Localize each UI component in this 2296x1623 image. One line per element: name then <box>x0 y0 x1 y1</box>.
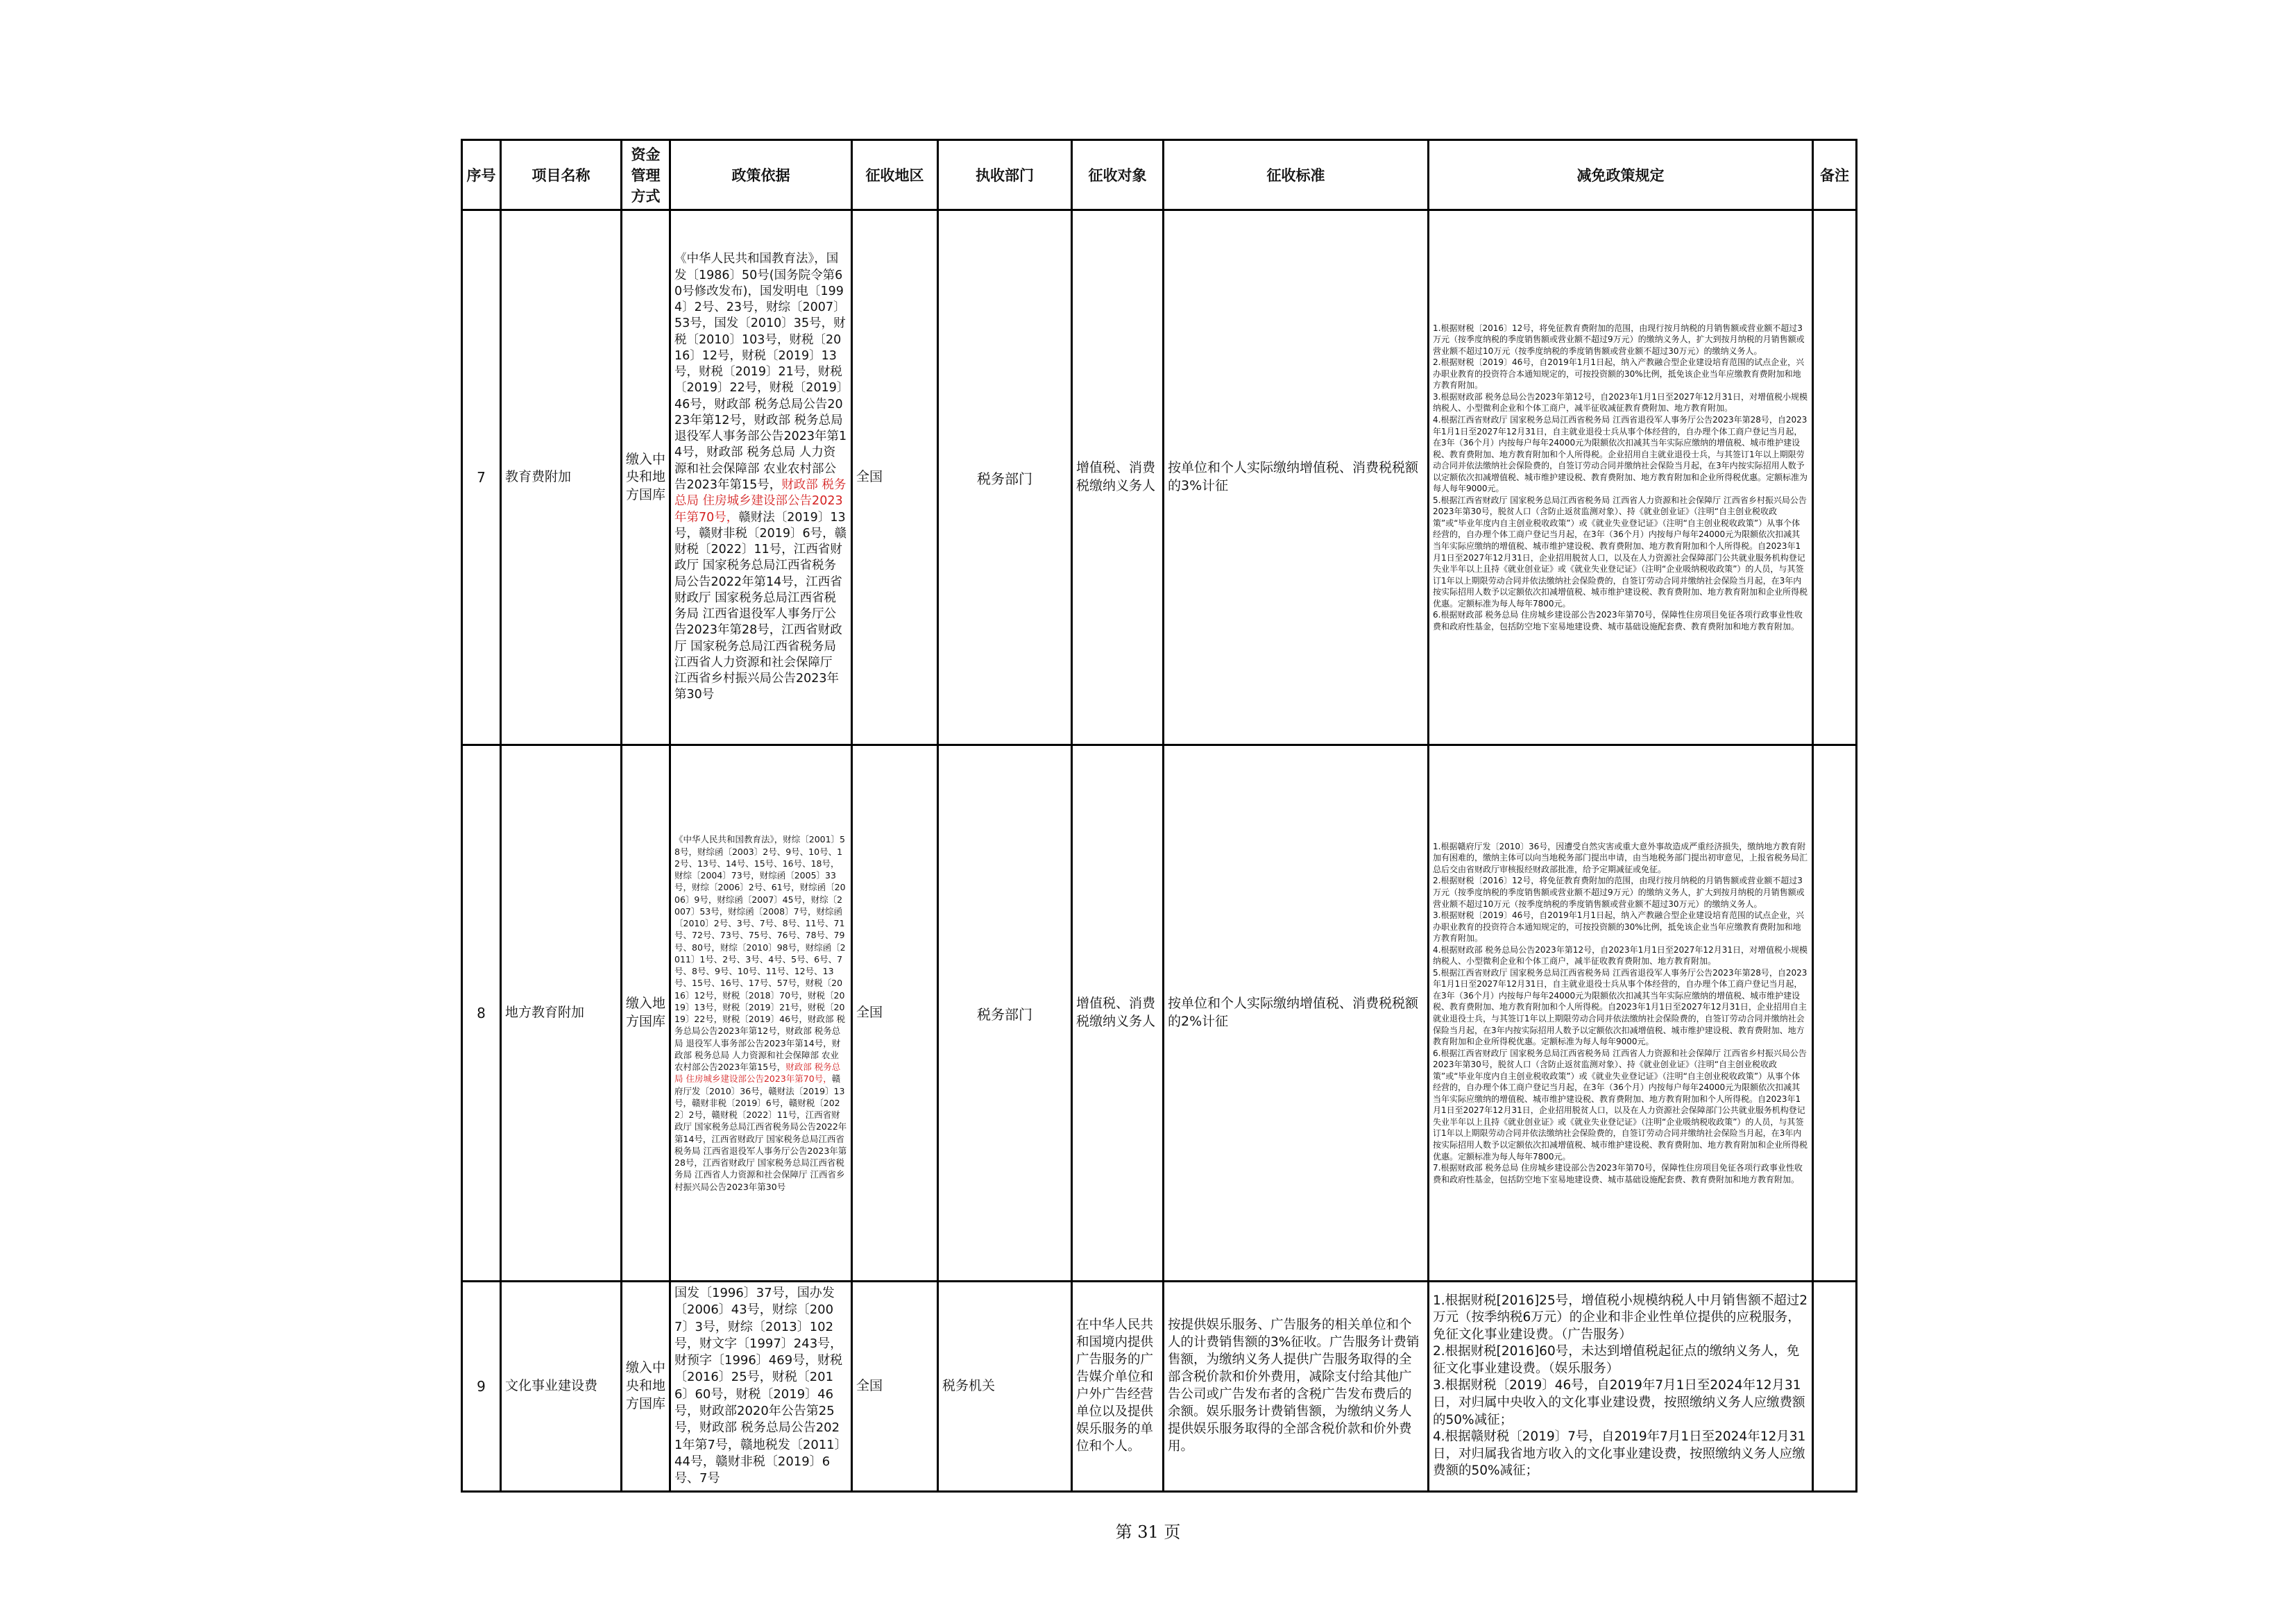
relief-policy-text: 1.根据财税〔2016〕12号，将免征教育费附加的范围，由现行按月纳税的月销售额或营业额不超过3万元（按季度纳税的季度销售额或营业额不超过9万元）的缴纳义务人，扩大到按月纳税的月销售额或营业额不超过10万元（按季度纳税的季度销售额或营业额不超过30万元）的缴纳义务人。 2.根据财税〔2019〕46号，自2019年1月1日起，纳入产教融合型企业建设培育范围的试点企业，兴办职业教育的投资符合本通知规定的，可按投资额的30%比例，抵免该企业当年应缴教育费附加和地方教育附加。 3.根据财政部 税务总局公告2023年第12号，自2023年1月1日至2027年12月31日，对增值税小规模纳税人、小型微利企业和个体工商户，减半征收减征教育费附加、地方教育附加。 4.根据江西省财政厅 国家税务总局江西省税务局 江西省退役军人事务厅公告2023年第28号，自2023年1月1日至2027年12月31日，自主就业退役士兵从事个体经营的，自办理个体工商户登记当月起，在3年（36个月）内按每户每年24000元为限额依次扣减其当年实际应缴纳的增值税、城市维护建设税、教育费附加、地方教育附加和个人所得税。企业招用自主就业退役士兵，与其签订1年以上期限劳动合同并依法缴纳社会保险费的，自签订劳动合同并缴纳社会保险当月起，在3年内按实际招用人数予以定额依次扣减增值税、城市维护建设税、教育费附加、地方教育附加和企业所得税优惠。定额标准为每人每年9000元。 5.根据江西省财政厅 国家税务总局江西省税务局 江西省人力资源和社会保障厅 江西省乡村振兴局公告2023年第30号，脱贫人口（含防止返贫监测对象）、持《就业创业证》（注明“自主创业税收政策”或“毕业年度内自主创业税收政策”）或《就业失业登记证》（注明“自主创业税收政策”）从事个体经营的，自办理个体工商户登记当月起，在3年（36个月）内按每户每年24000元为限额依次扣减其当年实际应缴纳的增值税、城市维护建设税、教育费附加、地方教育附加和个人所得税。自2023年1月1日至2027年12月31日，企业招用脱贫人口，以及在人力资源社会保障部门公共就业服务机构登记失业半年以上且持《就业创业证》或《就业失业登记证》（注明“企业吸纳税收政策”）的人员，与其签订1年以上期限劳动合同并依法缴纳社会保险费的，自签订劳动合同并缴纳社会保险当月起，在3年内按实际招用人数予以定额依次扣减增值税、城市维护建设税、教育费附加、地方教育附加和企业所得税优惠。定额标准为每人每年7800元。 6.根据财政部 税务总局 住房城乡建设部公告2023年第70号，保障性住房项目免征各项行政事业性收费和政府性基金，包括防空地下室易地建设费、城市基础设施配套费、教育费附加和地方教育附加。 <box>1433 323 1808 631</box>
policy-basis <box>670 745 852 1282</box>
collection-standard: 按提供娱乐服务、广告服务的相关单位和个人的计费销售额的3%征收。广告服务计费销售额，为缴纳义务人提供广告服务取得的全部含税价款和价外费用，减除支付给其他广告公司或广告发布者的含税广告发布费后的余额。娱乐服务计费销售额，为缴纳义务人提供娱乐服务取得的全部含税价款和价外费用。 <box>1164 1282 1429 1492</box>
policy-basis-tail: 赣府厅发〔2010〕36号，赣财法〔2019〕13号，赣财非税〔2019〕6号，赣财税〔2022〕2号，赣财税〔2022〕11号，江西省财政厅 国家税务总局江西省税务局公告2022年第14号，江西省财政厅 国家税务总局江西省税务局 江西省退役军人事务厅公告2023年第28号，江西省财政厅 国家税务总局江西省税务局 江西省人力资源和社会保障厅 江西省乡村振兴局公告2023年第30号 <box>674 1073 847 1192</box>
header-cell: 资金管理方式 <box>622 140 670 210</box>
policy-basis-text: 《中华人民共和国教育法》，国发〔1986〕50号(国务院令第60号修改发布)，国发明电〔1994〕2号、23号，财综〔2007〕53号，国发〔2010〕35号，财税〔2010〕103号，财税〔2016〕12号，财税〔2019〕13号，财税〔2019〕21号，财税〔2019〕22号，财税〔2019〕46号，财政部 税务总局公告2023年第12号，财政部 税务总局 退役军人事务部公告2023年第14号，财政部 税务总局 人力资源和社会保障部 农业农村部公告2023年第15号， <box>674 252 847 492</box>
policy-basis-highlight: 财政部 税务总局 住房城乡建设部公告2023年第70号， <box>674 1062 841 1085</box>
relief-policy-text: 1.根据赣府厅发〔2010〕36号，因遭受自然灾害或重大意外事故造成严重经济损失，缴纳地方教育附加有困难的，缴纳主体可以向当地税务部门提出申请，由当地税务部门提出初审意见，上报省税务局汇总后交由省财政厅审核报经财政部批准，给予定期减征或免征。 2.根据财税〔2016〕12号，将免征教育费附加的范围，由现行按月纳税的月销售额或营业额不超过3万元（按季度纳税的季度销售额或营业额不超过9万元）的缴纳义务人，扩大到按月纳税的月销售额或营业额不超过10万元（按季度纳税的季度销售额或营业额不超过30万元）的缴纳义务人。 3.根据财税〔2019〕46号，自2019年1月1日起，纳入产教融合型企业建设培育范围的试点企业，兴办职业教育的投资符合本通知规定的，可按投资额的30%比例，抵免该企业当年应缴教育费附加和地方教育附加。 4.根据财政部 税务总局公告2023年第12号，自2023年1月1日至2027年12月31日，对增值税小规模纳税人、小型微利企业和个体工商户，减半征收教育费附加、地方教育附加。 5.根据江西省财政厅 国家税务总局江西省税务局 江西省退役军人事务厅公告2023年第28号，自2023年1月1日至2027年12月31日，自主就业退役士兵从事个体经营的，自办理个体工商户登记当月起，在3年（36个月）内按每户每年24000元为限额依次扣减其当年实际应缴纳的增值税、城市维护建设税、教育费附加、地方教育附加和个人所得税。自2023年1月1日至2027年12月31日，企业招用自主就业退役士兵，与其签订1年以上期限劳动合同并依法缴纳社会保险费的，自签订劳动合同并缴纳社会保险当月起，在3年内按实际招用人数予以定额依次扣减增值税、城市维护建设税、教育费附加、地方教育附加和企业所得税优惠。定额标准为每人每年9000元。 6.根据江西省财政厅 国家税务总局江西省税务局 江西省人力资源和社会保障厅 江西省乡村振兴局公告2023年第30号，脱贫人口（含防止返贫监测对象）、持《就业创业证》（注明“自主创业税收政策”或“毕业年度内自主创业税收政策”）或《就业失业登记证》（注明“自主创业税收政策”）从事个体经营的，自办理个体工商户登记当月起，在3年（36个月）内按每户每年24000元为限额依次扣减其当年实际应缴纳的增值税、城市维护建设税、教育费附加、地方教育附加和个人所得税。自2023年1月1日至2027年12月31日，企业招用脱贫人口，以及在人力资源社会保障部门公共就业服务机构登记失业半年以上且持《就业创业证》或《就业失业登记证》（注明“企业吸纳税收政策”）的人员，与其签订1年以上期限劳动合同并依法缴纳社会保险费的，自签订劳动合同并缴纳社会保险当月起，在3年内按实际招用人数予以定额依次扣减增值税、城市维护建设税、教育费附加、地方教育附加和企业所得税优惠。定额标准为每人每年7800元。 7.根据财政部 税务总局 住房城乡建设部公告2023年第70号，保障性住房项目免征各项行政事业性收费和政府性基金，包括防空地下室易地建设费、城市基础设施配套费、教育费附加和地方教育附加。 <box>1433 841 1808 1184</box>
collection-object: 增值税、消费税缴纳义务人 <box>1072 210 1164 745</box>
fund-management: 缴入地方国库 <box>622 745 670 1282</box>
collection-area: 全国 <box>852 745 938 1282</box>
header-cell: 备注 <box>1813 140 1857 210</box>
project-name: 教育费附加 <box>501 210 622 745</box>
collection-standard: 按单位和个人实际缴纳增值税、消费税税额的3%计征 <box>1164 210 1429 745</box>
header-cell: 项目名称 <box>501 140 622 210</box>
header-cell: 减免政策规定 <box>1429 140 1813 210</box>
remarks <box>1813 210 1857 745</box>
remarks <box>1813 745 1857 1282</box>
collecting-department: 税务部门 <box>938 745 1072 1282</box>
collection-object: 增值税、消费税缴纳义务人 <box>1072 745 1164 1282</box>
header-cell: 征收地区 <box>852 140 938 210</box>
project-name: 文化事业建设费 <box>501 1282 622 1492</box>
row-number: 7 <box>462 210 501 745</box>
policy-basis <box>670 1282 852 1492</box>
header-cell: 征收对象 <box>1072 140 1164 210</box>
policy-basis-highlight: 财政部 税务总局 住房城乡建设部公告2023年第70号， <box>674 478 847 525</box>
relief-policy-text: 1.根据财税[2016]25号，增值税小规模纳税人中月销售额不超过2万元（按季纳税6万元）的企业和非企业性单位提供的应税服务，免征文化事业建设费。（广告服务） 2.根据财税[2016]60号，未达到增值税起征点的缴纳义务人，免征文化事业建设费。（娱乐服务） 3.根据财税〔2019〕46号，自2019年7月1日至2024年12月31日，对归属中央收入的文化事业建设费，按照缴纳义务人应缴费额的50%减征； 4.根据赣财税〔2019〕7号，自2019年7月1日至2024年12月31日，对归属我省地方收入的文化事业建设费，按照缴纳义务人应缴费额的50%减征； <box>1433 1293 1808 1479</box>
policy-basis <box>670 210 852 745</box>
remarks <box>1813 1282 1857 1492</box>
row-number: 9 <box>462 1282 501 1492</box>
policy-basis-tail: 赣财法〔2019〕13号，赣财非税〔2019〕6号，赣财税〔2022〕11号，江西省财政厅 国家税务总局江西省税务局公告2022年第14号，江西省财政厅 国家税务总局江西省税务局 江西省退役军人事务厅公告2023年第28号，江西省财政厅 国家税务总局江西省税务局 江西省人力资源和社会保障厅 江西省乡村振兴局公告2023年第30号 <box>674 510 847 702</box>
collection-object: 在中华人民共和国境内提供广告服务的广告媒介单位和户外广告经营单位以及提供娱乐服务的单位和个人。 <box>1072 1282 1164 1492</box>
collection-area: 全国 <box>852 1282 938 1492</box>
relief-policy <box>1429 745 1813 1282</box>
policy-basis-text: 国发〔1996〕37号，国办发〔2006〕43号，财综〔2007〕3号，财综〔2013〕102号，财文字〔1997〕243号，财预字〔1996〕469号，财税〔2016〕25号，财税〔2016〕60号，财税〔2019〕46号，财政部2020年公告第25号，财政部 税务总局公告2021年第7号，赣地税发〔2011〕44号，赣财非税〔2019〕6号、7号 <box>674 1286 847 1486</box>
table-header-row <box>462 140 1857 210</box>
header-cell: 执收部门 <box>938 140 1072 210</box>
fee-table <box>461 139 1857 1493</box>
project-name: 地方教育附加 <box>501 745 622 1282</box>
fund-management: 缴入中央和地方国库 <box>622 1282 670 1492</box>
relief-policy <box>1429 1282 1813 1492</box>
header-cell: 征收标准 <box>1164 140 1429 210</box>
table-row <box>462 1282 1857 1492</box>
collection-area: 全国 <box>852 210 938 745</box>
row-number: 8 <box>462 745 501 1282</box>
header-cell: 序号 <box>462 140 501 210</box>
header-cell: 政策依据 <box>670 140 852 210</box>
fund-management: 缴入中央和地方国库 <box>622 210 670 745</box>
collecting-department: 税务机关 <box>938 1282 1072 1492</box>
page-number: 第 31 页 <box>1115 1522 1181 1542</box>
policy-basis-text: 《中华人民共和国教育法》，财综〔2001〕58号，财综函〔2003〕2号、9号、10号、12号、13号、14号、15号、16号、18号，财综〔2004〕73号，财综函〔2005〕33号，财综〔2006〕2号、61号，财综函〔2006〕9号，财综函〔2007〕45号，财综〔2007〕53号，财综函〔2008〕7号，财综函〔2010〕2号、3号、7号、8号、11号、71号、72号、73号、75号、76号、78号、79号、80号，财综〔2010〕98号，财综函〔2011〕1号、2号、3号、4号、5号、6号、7号、8号、9号、10号、11号、12号、13号、15号、16号、17号、57号，财税〔2016〕12号，财税〔2018〕70号，财税〔2019〕13号，财税〔2019〕21号，财税〔2019〕22号，财税〔2019〕46号，财政部 税务总局公告2023年第12号，财政部 税务总局 退役军人事务部公告2023年第14号，财政部 税务总局 人力资源和社会保障部 农业农村部公告2023年第15号， <box>674 834 846 1072</box>
table-row <box>462 745 1857 1282</box>
collecting-department: 税务部门 <box>938 210 1072 745</box>
relief-policy <box>1429 210 1813 745</box>
table-row <box>462 210 1857 745</box>
collection-standard: 按单位和个人实际缴纳增值税、消费税税额的2%计征 <box>1164 745 1429 1282</box>
